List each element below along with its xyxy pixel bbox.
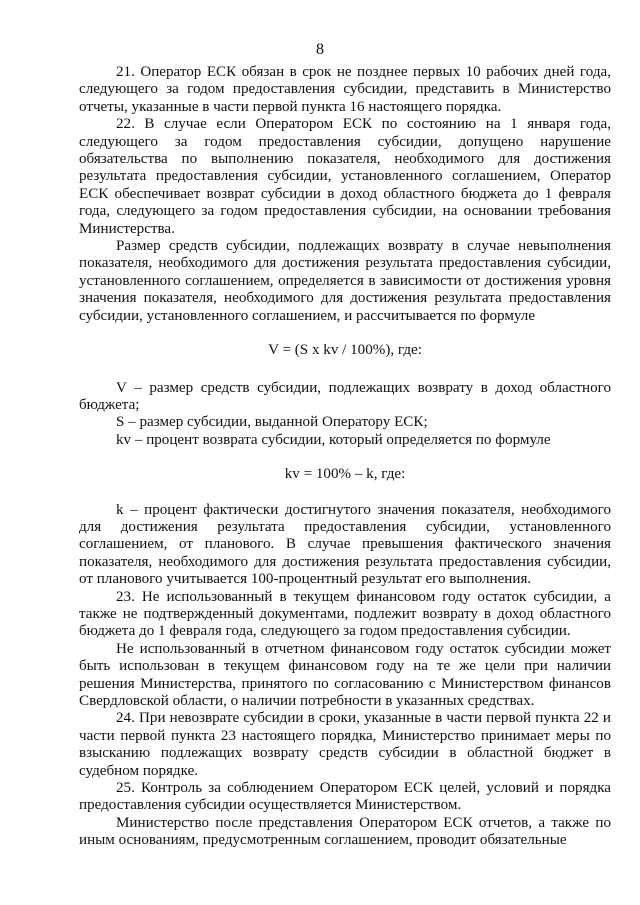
definition-kv: kv – процент возврата субсидии, который определяется по формуле xyxy=(116,431,551,448)
formula-kv: kv = 100% – k, где: xyxy=(284,466,406,483)
definition-s: S – размер субсидии, выданной Оператору ЕСК; xyxy=(116,414,428,431)
page-number: 8 xyxy=(316,41,324,58)
formula-v: V = (S x kv / 100%), где: xyxy=(268,342,422,359)
paragraph-item-24: 24. При невозврате субсидии в сроки, указанные в части первой пункта 22 и части первой пункта 23 настоящего порядка, Министерство принимает меры по взысканию подлежащих возврату средств субсидии в областной бюджет в судебном порядке. xyxy=(79,710,611,779)
paragraph-item-25: 25. Контроль за соблюдением Оператором ЕСК целей, условий и порядка предоставления субсидии осуществляется Министерством. xyxy=(79,780,611,814)
paragraph-item-22: 22. В случае если Оператором ЕСК по состоянию на 1 января года, следующего за годом предоставления субсидии, допущено нарушение обязательства по выполнению показателя, необходимого для достижения результата предоставления субсидии, установленного соглашением, Оператор ЕСК обеспечивает возврат субсидии в доход областного бюджета до 1 февраля года, следующего за годом предоставления субсидии, на основании требования Министерства. xyxy=(79,116,611,237)
document-body xyxy=(79,64,611,850)
paragraph-ministry-inspection: Министерство после представления Оператором ЕСК отчетов, а также по иным основаниям, предусмотренным соглашением, проводит обязательные xyxy=(79,814,611,849)
paragraph-unused-balance: Не использованный в отчетном финансовом году остаток субсидии может быть использован в текущем финансовом году на те же цели при наличии решения Министерства, принятого по согласованию с Министерством финансов Свердловской области, о наличии потребности в указанных средствах. xyxy=(79,640,611,709)
definition-k: k – процент фактически достигнутого значения показателя, необходимого для достижения результата предоставления субсидии, установленного соглашением, от планового. В случае превышения фактического значения показателя, необходимого для достижения результата предоставления субсидии, от планового учитывается 100-процентный результат его выполнения. xyxy=(79,501,611,588)
paragraph-refund-amount: Размер средств субсидии, подлежащих возврату в случае невыполнения показателя, необходимого для достижения результата предоставления субсидии, установленного соглашением, определяется в зависимости от достижения уровня значения показателя, необходимого для достижения результата предоставления субсидии, установленного соглашением, и рассчитывается по формуле xyxy=(79,238,611,324)
definition-v: V – размер средств субсидии, подлежащих возврату в доход областного бюджета; xyxy=(79,379,611,413)
paragraph-item-21: 21. Оператор ЕСК обязан в срок не позднее первых 10 рабочих дней года, следующего за годом предоставления субсидии, представить в Министерство отчеты, указанные в части первой пункта 16 настоящего порядка. xyxy=(79,64,611,115)
paragraph-item-23: 23. Не использованный в текущем финансовом году остаток субсидии, а также не подтвержденный документами, подлежит возврату в доход областного бюджета до 1 февраля года, следующего за годом предоставления субсидии. xyxy=(79,588,611,640)
